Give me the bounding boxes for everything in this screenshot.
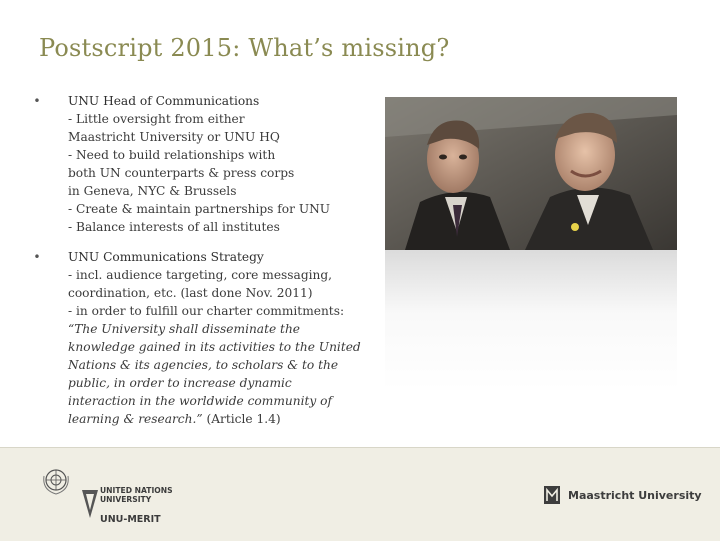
unu-name-line1: UNITED NATIONS: [100, 486, 173, 495]
bullet-line: - Need to build relationships with: [68, 148, 276, 162]
charter-quote-line: interaction in the worldwide community of: [68, 394, 332, 408]
un-emblem-icon: [44, 470, 69, 494]
bullet-line: - in order to fulfill our charter commitments:: [68, 304, 345, 318]
charter-quote-line: public, in order to increase dynamic: [68, 376, 292, 390]
charter-quote-line: “The University shall disseminate the: [68, 322, 301, 336]
slide-title: Postscript 2015: What’s missing?: [39, 34, 450, 62]
unu-merit-label: UNU-MERIT: [100, 514, 161, 525]
bullet-line: coordination, etc. (last done Nov. 2011): [68, 286, 313, 300]
bullet-communications-strategy: [30, 248, 370, 428]
bullet-line: in Geneva, NYC & Brussels: [68, 184, 237, 198]
bullet-gap: [30, 236, 370, 248]
maastricht-university-name: Maastricht University: [568, 489, 702, 502]
bullet-marker: •: [33, 94, 41, 108]
unu-mark-icon: [82, 490, 98, 518]
bullet-line: - Balance interests of all institutes: [68, 220, 280, 234]
bullet-line: - Create & maintain partnerships for UNU: [68, 202, 331, 216]
bullet-line: Maastricht University or UNU HQ: [68, 130, 280, 144]
bullet-line: both UN counterparts & press corps: [68, 166, 295, 180]
charter-quote-line: knowledge gained in its activities to the United: [68, 340, 361, 354]
photo-illustration: [385, 97, 677, 250]
bullet-line: - Little oversight from either: [68, 112, 245, 126]
bullet-heading: UNU Head of Communications: [68, 94, 260, 108]
unu-name: [100, 486, 173, 504]
bullet-line: - incl. audience targeting, core messaging,: [68, 268, 333, 282]
bullet-marker: •: [33, 250, 41, 264]
article-reference: (Article 1.4): [202, 412, 281, 426]
charter-quote-end: learning & research.”: [68, 412, 203, 426]
photo-two-men-in-car: [385, 97, 677, 250]
bullet-heading: UNU Communications Strategy: [68, 250, 264, 264]
photo-reflection: [385, 250, 677, 390]
unu-name-line2: UNIVERSITY: [100, 495, 152, 504]
maastricht-emblem-icon: [544, 486, 560, 504]
charter-quote-last-line: [68, 410, 370, 428]
slide-body: [30, 92, 370, 428]
bullet-head-of-communications: [30, 92, 370, 236]
charter-quote-line: Nations & its agencies, to scholars & to the: [68, 358, 339, 372]
